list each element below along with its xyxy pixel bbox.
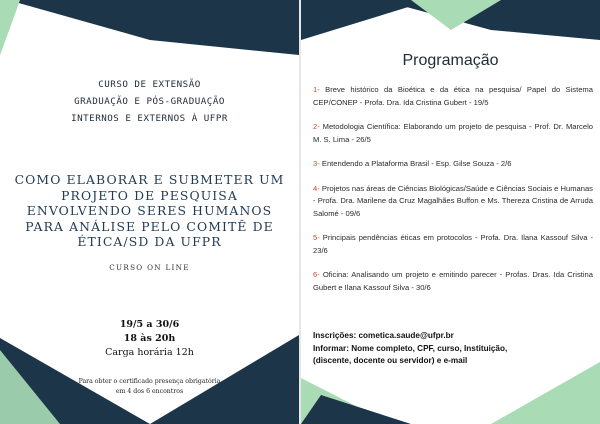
workload: Carga horária 12h: [105, 347, 194, 358]
item-number: 3-: [313, 159, 320, 168]
left-panel: [0, 0, 299, 424]
course-line: CURSO DE EXTENSÃO: [98, 79, 201, 90]
registration-requirements-cont: (discente, docente ou servidor) e e-mail: [313, 356, 468, 365]
registration-requirements: Informar: Nome completo, CPF, curso, Instituição,: [313, 343, 508, 353]
item-number: 1-: [313, 85, 320, 94]
item-text: Breve histórico da Bioética e da ética na pesquisa/ Papel do Sistema CEP/CONEP - Profa. Dra. Ida Cristina Gubert - 19/5: [313, 85, 593, 107]
certificate-line: em 4 dos 6 encontros: [115, 388, 184, 395]
program-item: [313, 158, 593, 171]
item-text: Projetos nas áreas de Ciências Biológicas/Saúde e Ciências Sociais e Humanas - Profa. Dra. Marilene da Cruz Magalhães Buffon e Ms. Thereza Cristina de Arruda Salomé - 09/6: [313, 183, 593, 218]
title-line: COMO ELABORAR E SUBMETER UM: [14, 172, 285, 187]
registration-email: Inscrições: cometica.saude@ufpr.br: [313, 331, 454, 340]
top-navy-band: [8, 0, 299, 55]
online-label: CURSO ON LINE: [109, 263, 190, 272]
course-line: INTERNOS E EXTERNOS À UFPR: [71, 113, 228, 124]
top-left-mint-overlay: [0, 0, 20, 55]
course-info: [0, 76, 299, 127]
item-number: 5-: [313, 233, 320, 242]
event-title: [0, 172, 299, 250]
program-item: [313, 183, 593, 221]
title-line: ÉTICA/SD DA UFPR: [77, 234, 222, 249]
item-number: 4-: [313, 183, 320, 193]
item-number: 6-: [313, 270, 320, 279]
item-text: Metodologia Científica: Elaborando um projeto de pesquisa - Prof. Dr. Marcelo M. S. Lima - 26/5: [313, 122, 593, 144]
item-text: Oficina: Analisando um projeto e emitindo parecer - Profas. Dras. Ida Cristina Gubert e Ilana Kassouf Silva - 30/6: [313, 270, 593, 292]
program-list: [313, 84, 593, 306]
title-line: ENVOLVENDO SERES HUMANOS: [26, 203, 273, 218]
program-title: Programação: [402, 52, 499, 69]
registration-info: [313, 330, 598, 368]
schedule: [0, 318, 299, 360]
course-line: GRADUAÇÃO E PÓS-GRADUAÇÃO: [74, 96, 225, 107]
program-item: [313, 232, 593, 257]
time-range: 18 às 20h: [123, 333, 176, 344]
program-item: [313, 84, 593, 109]
date-range: 19/5 a 30/6: [119, 319, 180, 330]
certificate-line: Para obter o certificado presença obrigatória: [78, 378, 221, 385]
program-item: [313, 121, 593, 146]
item-number: 2-: [313, 122, 320, 131]
right-panel: [301, 0, 600, 424]
bottom-right-mint-triangle: [491, 362, 600, 424]
title-line: PROJETO DE PESQUISA: [61, 187, 238, 203]
item-text: Entendendo a Plataforma Brasil - Esp. Gilse Souza - 2/6: [321, 159, 512, 168]
title-line: PARA ANÁLISE PELO COMITÊ DE: [25, 218, 274, 234]
item-text: Principais pendências éticas em protocolos - Profa. Dra. Ilana Kassouf Silva - 23/6: [313, 233, 593, 255]
certificate-note: [0, 377, 299, 397]
program-item: [313, 269, 593, 294]
